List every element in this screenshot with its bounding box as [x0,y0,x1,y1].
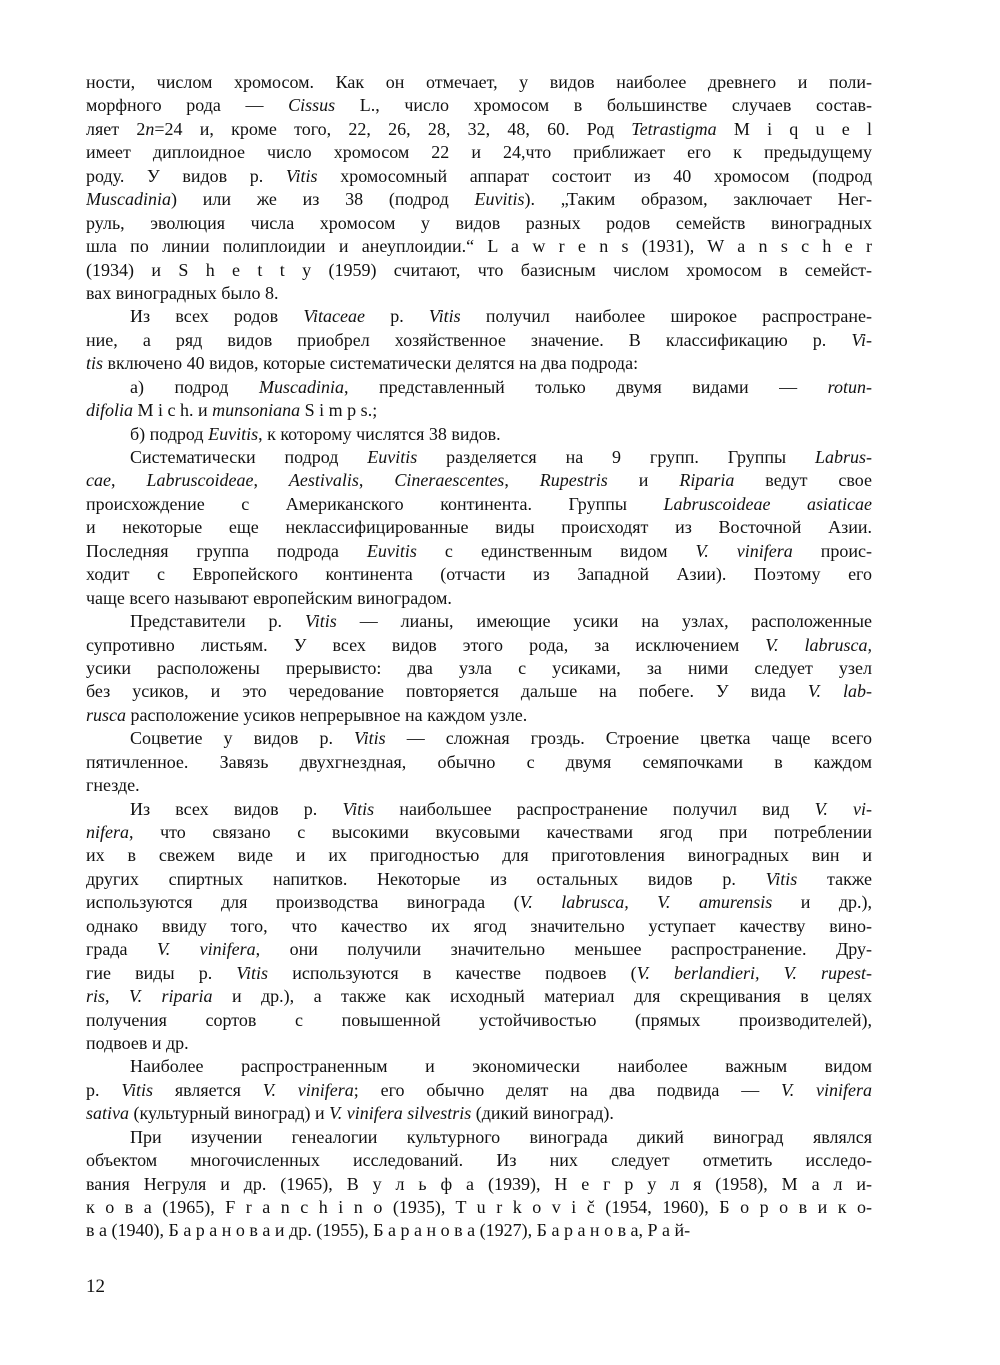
text-run: проис- [792,540,872,561]
text-line [86,1196,872,1219]
text-line [86,1173,872,1196]
text-line [86,282,872,305]
text-line [86,188,872,211]
text-line [86,141,872,164]
text-line [86,844,872,867]
italic-text-run: rusca [86,704,126,725]
italic-text-run: Vitis [236,962,269,983]
text-run: имеет диплоидное число хромосом 22 и 24,что приближает его к предыдущему [86,142,872,163]
text-run: , представленный только двумя видами — [343,376,828,397]
text-line [86,1032,872,1055]
text-run: без усиков, и это чередование повторяется дальше на побеге. У вида [86,681,808,702]
paragraph [86,1055,872,1125]
italic-text-run: ris [86,986,106,1007]
text-run: Последняя группа подрода [86,540,367,561]
text-run: L., число хромосом в большинстве случаев состав- [335,95,872,116]
text-run: с единственным видом [416,540,696,561]
italic-text-run: n [145,118,155,139]
italic-text-run: V. vinifera [157,939,256,960]
text-line [86,1219,872,1242]
text-line [86,1102,872,1125]
italic-text-run: V. vinifera silvestris [329,1103,472,1124]
italic-text-run: nifera [86,822,129,842]
italic-text-run: Vi- [851,329,872,350]
italic-text-run: Tetrastigma [631,118,717,139]
text-run: супротивно листьям. У всех видов этого рода, за исключением [86,634,766,655]
italic-text-run: Rupestris [539,470,608,491]
paragraph [86,446,872,610]
italic-text-run: V. berlandieri, V. rupest- [636,962,872,983]
text-run: получил наиболее широкое распростране- [460,306,872,327]
text-run: подвоев и др. [86,1032,189,1053]
text-line [86,962,872,985]
text-run: включено 40 видов, которые систематически делятся на два подрода: [103,353,639,374]
text-line [86,821,872,844]
text-run: расположение усиков непрерывное на каждом узле. [126,704,528,725]
text-line [86,212,872,235]
text-run: роду. У видов р. [86,165,286,186]
text-run: усики расположены прерывисто: два узла с усиками, за ними следует узел [86,657,872,678]
italic-text-run: Cineraescentes [394,470,505,491]
text-run: Наиболее распространенным и экономически наиболее важным видом [130,1056,872,1077]
text-run: вания Негруля и др. (1965), В у л ь ф а (1939), Н е г р у л я (1958), М а л и- [86,1173,872,1194]
text-line [86,516,872,539]
italic-text-run: Vitis [285,165,318,186]
text-run: также [797,868,872,889]
italic-text-run: V. riparia [128,986,213,1007]
text-run: их в свежем виде и их пригодностью для приготовления виноградных вин и [86,845,872,866]
text-run: чаще всего называют европейским виноградом. [86,587,452,608]
paragraph [86,423,872,446]
text-run: в а (1940), Б а р а н о в а и др. (1955), Б а р а н о в а (1927), Б а р а н о в а, Р а й- [86,1220,691,1241]
text-line [86,235,872,258]
text-run: пятичленное. Завязь двухгнездная, обычно с двумя семяпочками в каждом [86,751,872,772]
text-line [86,446,872,469]
text-run: шла по линии полиплоидии и анеуплоидии.“ L a w r e n s (1931), W a n s c h e r [86,236,872,257]
paragraph [86,376,872,423]
body-text [86,71,872,1243]
text-run: — сложная гроздь. Строение цветка чаще всего [385,728,872,749]
text-run: Из всех видов р. [130,798,343,819]
text-run: При изучении генеалогии культурного винограда дикий виноград являлся [130,1126,872,1147]
italic-text-run: Vitis [354,728,386,749]
italic-text-run: Labruscoideae [146,470,254,491]
italic-text-run: Euvitis [208,423,259,444]
text-run: Систематически подрод [130,447,368,467]
italic-text-run: Labrus- [814,447,872,467]
paragraph [86,798,872,1056]
italic-text-run: Vitis [121,1079,153,1100]
text-run: , они получили значительно меньшее распространение. Дру- [255,939,872,960]
text-line [86,493,872,516]
text-run: р. [364,306,429,327]
text-line [86,563,872,586]
italic-text-run: Vitis [428,306,461,327]
text-line [86,868,872,891]
paragraph [86,1126,872,1243]
italic-text-run: V. labrusca, V. amurensis [519,892,773,913]
text-line [86,1009,872,1032]
italic-text-run: cae [86,470,111,491]
italic-text-run: V. vinifera [695,540,793,561]
text-line [86,891,872,914]
text-run: ходит с Европейского континента (отчасти из Западной Азии). Поэтому его [86,564,872,585]
text-line [86,469,872,492]
text-line [86,1079,872,1102]
text-run: — лианы, имеющие усики на узлах, расположенные [336,611,872,632]
text-run: а) подрод [130,376,259,397]
italic-text-run: V. lab- [807,681,872,702]
italic-text-run: difolia [86,400,134,421]
text-run: получения сортов с повышенной устойчивостью (прямых производителей), [86,1009,872,1030]
text-run: происхождение с Американского континента. Группы [86,493,664,514]
text-run: используются для производства винограда ( [86,892,520,913]
italic-text-run: Euvitis [366,540,417,561]
text-run: ). „Таким образом, заключает Нег- [524,189,872,210]
text-run: хромосомный аппарат состоит из 40 хромосом (подрод [317,165,872,186]
text-line [86,657,872,680]
text-run: =24 и, кроме того, 22, 26, 28, 32, 48, 60. Род [154,118,632,139]
text-line [86,352,872,375]
text-line [86,915,872,938]
text-line [86,680,872,703]
text-line [86,259,872,282]
italic-text-run: Vitis [765,868,798,889]
text-run: ности, числом хромосом. Как он отмечает, у видов наиболее древнего и поли- [86,72,872,92]
text-line [86,751,872,774]
italic-text-run: Euvitis [474,189,525,210]
text-line [86,587,872,610]
text-line [86,94,872,117]
italic-text-run: V. vinifera [262,1079,354,1100]
text-line [86,305,872,328]
paragraph [86,71,872,305]
text-run: разделяется на 9 групп. Группы [417,447,815,467]
text-run: к о в а (1965), F r a n c h i n o (1935), T u r k o v i č (1954, 1960), Б о р о в и к о- [86,1197,872,1217]
text-run: , к которому числятся 38 видов. [258,423,501,444]
italic-text-run: Vitaceae [303,306,365,327]
text-run: наибольшее распространение получил вид [374,798,815,819]
paragraph [86,305,872,375]
text-line [86,704,872,727]
text-line [86,774,872,797]
italic-text-run: Riparia [679,470,735,491]
text-run: града [86,939,158,960]
text-run: используются в качестве подвоев ( [268,962,637,983]
text-run: ; его обычно делят на два подвида — [353,1079,782,1100]
italic-text-run: munsoniana [212,400,301,421]
text-run: и др.), а также как исходный материал для скрещивания в целях [212,986,872,1007]
italic-text-run: Aestivalis [288,470,359,491]
text-run: M i q u e l [716,118,872,139]
text-run: однако ввиду того, что качество их ягод значительно уступает качеству вино- [86,915,872,936]
paragraph [86,727,872,797]
text-run: ние, а ряд видов приобрел хозяйственное значение. В классификацию р. [86,329,852,350]
text-run: объектом многочисленных исследований. Из них следует отметить исследо- [86,1150,872,1171]
text-run: (1934) и S h e t t y (1959) считают, что базисным числом хромосом в семейст- [86,259,872,280]
italic-text-run: V. vi- [814,798,872,819]
italic-text-run: rotun- [827,376,872,397]
text-run: вах виноградных было 8. [86,282,279,303]
text-line [86,118,872,141]
text-line [86,1055,872,1078]
text-run: ведут свое [734,470,872,491]
text-line [86,1149,872,1172]
text-line [86,71,872,94]
text-run: Соцветие у видов р. [130,728,354,749]
paragraph [86,610,872,727]
text-line [86,165,872,188]
text-run: является [153,1079,263,1100]
text-run: Из всех родов [130,306,304,327]
text-run: и [607,470,680,491]
italic-text-run: Euvitis [367,447,418,467]
italic-text-run: Vitis [342,798,375,819]
text-run: M i c h. и [133,400,213,421]
text-run: Представители р. [130,611,306,632]
text-run: , [504,470,540,491]
text-run: , что связано с высокими вкусовыми качествами ягод при потреблении [129,822,872,842]
text-run: и др.), [772,892,872,913]
text-run: б) подрод [130,423,209,444]
italic-text-run: Muscadinia [86,189,171,210]
text-line [86,634,872,657]
text-line [86,985,872,1008]
text-run: , [105,986,129,1007]
italic-text-run: V. labrusca, [765,634,872,655]
page-number: 12 [86,1276,105,1297]
text-line [86,423,872,446]
text-run: гие виды р. [86,962,237,983]
text-line [86,798,872,821]
text-line [86,399,872,422]
italic-text-run: tis [86,353,104,374]
text-run: S i m p s.; [300,400,378,421]
text-run: морфного рода — [86,95,289,116]
italic-text-run: Muscadinia [258,376,344,397]
text-line [86,610,872,633]
text-line [86,329,872,352]
italic-text-run: Vitis [305,611,337,632]
text-run: , [110,470,147,491]
italic-text-run: Labruscoideae asiaticae [663,493,872,514]
text-run: , [358,470,395,491]
text-run: гнезде. [86,775,140,796]
text-run: и некоторые еще неклассифицированные виды происходят из Восточной Азии. [86,517,872,538]
text-run: руль, эволюция числа хромосом у видов разных родов семейств виноградных [86,212,872,233]
text-run: ляет 2 [86,118,146,139]
italic-text-run: Cissus [288,95,336,116]
text-line [86,727,872,750]
text-run: р. [86,1079,122,1100]
italic-text-run: sativa [86,1103,129,1124]
text-run: ) или же из 38 (подрод [171,189,475,210]
text-run: других спиртных напитков. Некоторые из остальных видов р. [86,868,766,889]
text-run: , [253,470,289,491]
text-line [86,1126,872,1149]
text-line [86,938,872,961]
text-run: (культурный виноград) и [129,1103,330,1124]
italic-text-run: V. vinifera [781,1079,872,1100]
text-line [86,540,872,563]
text-line [86,376,872,399]
text-run: (дикий виноград). [471,1103,614,1124]
